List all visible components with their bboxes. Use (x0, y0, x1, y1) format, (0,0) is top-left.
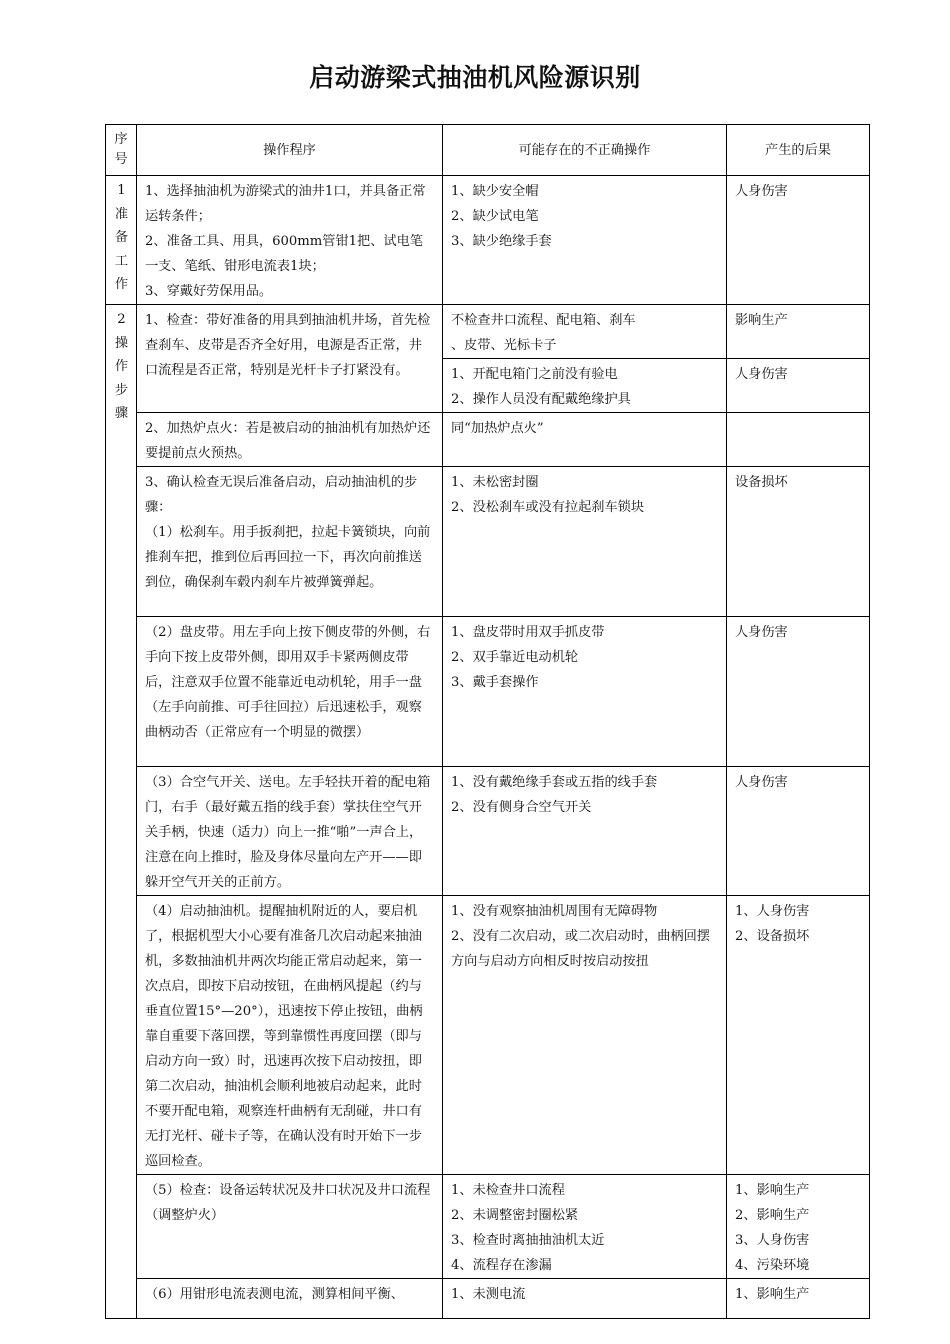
consequence-item: 1、影响生产 (735, 1287, 810, 1302)
seq-char: 步 (114, 382, 129, 398)
wrong-op-item: 1、缺少安全帽 (451, 184, 539, 199)
wrong-op-item: 1、未测电流 (451, 1287, 526, 1302)
wrong-ops-cell (443, 305, 727, 359)
wrong-op-item: 不检查井口流程、配电箱、刹车 (451, 313, 636, 328)
table-row (106, 617, 870, 767)
procedure-cell (137, 1279, 443, 1319)
consequence-cell (727, 359, 870, 413)
risk-table (105, 124, 870, 1319)
wrong-ops-cell (443, 467, 727, 617)
wrong-op-item: 、皮带、光标卡子 (451, 338, 557, 353)
consequence-cell (727, 896, 870, 1175)
wrong-op-item: 2、缺少试电笔 (451, 209, 539, 224)
procedure-cell (137, 413, 443, 467)
wrong-op-item: 3、检查时离抽抽油机太近 (451, 1233, 605, 1248)
seq-char: 备 (114, 230, 129, 245)
header-seq-char: 号 (114, 152, 128, 167)
wrong-op-item: 2、没松刹车或没有拉起刹车锁块 (451, 500, 645, 515)
wrong-op-item: 1、未检查井口流程 (451, 1183, 565, 1198)
wrong-op-item: 4、流程存在渗漏 (451, 1258, 552, 1273)
table-row (106, 767, 870, 896)
seq-char: 骤 (114, 406, 129, 421)
wrong-op-item: 2、没有侧身合空气开关 (451, 800, 592, 815)
wrong-ops-cell (443, 359, 727, 413)
table-row (106, 1279, 870, 1319)
consequence-item: 3、人身伤害 (735, 1233, 810, 1248)
seq-char: 工 (114, 253, 129, 269)
wrong-ops-cell (443, 176, 727, 305)
procedure-text: （5）检查：设备运转状况及井口状况及井口流程（调整炉火） (145, 1183, 431, 1223)
consequence-item: 人身伤害 (735, 625, 788, 640)
header-consequence: 产生的后果 (727, 125, 870, 176)
procedure-text: （3）合空气开关、送电。左手轻扶开着的配电箱门，右手（最好戴五指的线手套）掌扶住空气开关手柄，快速（适力）向上一推“啪”一声合上，注意在向上推时，脸及身体尽量向左产开——即躲开空气开关的正前方。 (145, 775, 431, 890)
table-row (106, 896, 870, 1175)
consequence-cell (727, 413, 870, 467)
procedure-text: 3、确认检查无误后准备启动，启动抽油机的步骤： （1）松刹车。用手扳刹把，拉起卡簧锁块，向前推刹车把，推到位后再回拉一下，再次向前推送到位，确保刹车毂内刹车片被弹簧弹起。 (145, 475, 431, 590)
procedure-cell (137, 176, 443, 305)
wrong-op-item: 3、缺少绝缘手套 (451, 234, 552, 249)
consequence-item: 人身伤害 (735, 184, 788, 199)
consequence-item: 影响生产 (735, 313, 788, 328)
procedure-cell (137, 767, 443, 896)
header-row (106, 125, 870, 176)
consequence-item: 设备损坏 (735, 475, 788, 490)
consequence-cell (727, 1279, 870, 1319)
seq-char: 作 (114, 277, 129, 292)
wrong-op-item: 1、未松密封圈 (451, 475, 539, 490)
wrong-op-item: 3、戴手套操作 (451, 675, 539, 690)
procedure-text: 1、选择抽油机为游梁式的油井1口，并具备正常运转条件； 2、准备工具、用具，600mm管钳1把、试电笔一支、笔纸、钳形电流表1块； 3、穿戴好劳保用品。 (145, 184, 426, 299)
procedure-text: 1、检查：带好准备的用具到抽油机井场，首先检查刹车、皮带是否齐全好用，电源是否正常，井口流程是否正常，特别是光杆卡子打紧没有。 (145, 313, 431, 378)
wrong-op-item: 2、操作人员没有配戴绝缘护具 (451, 392, 631, 407)
wrong-op-item: 1、开配电箱门之前没有验电 (451, 367, 618, 382)
consequence-cell (727, 767, 870, 896)
page-title: 启动游梁式抽油机风险源识别 (309, 63, 641, 92)
procedure-text: （6）用钳形电流表测电流，测算相间平衡、 (145, 1287, 404, 1302)
seq-char: 操 (114, 335, 129, 351)
wrong-op-item: 2、未调整密封圈松紧 (451, 1208, 579, 1223)
table-row (106, 467, 870, 617)
header-seq (106, 125, 137, 176)
consequence-item: 2、设备损坏 (735, 929, 810, 944)
header-seq-char: 序 (114, 132, 128, 147)
consequence-item: 人身伤害 (735, 775, 788, 790)
wrong-ops-cell (443, 1279, 727, 1319)
consequence-cell (727, 305, 870, 359)
consequence-item: 4、污染环境 (735, 1258, 810, 1273)
consequence-item: 人身伤害 (735, 367, 788, 382)
wrong-op-item: 2、双手靠近电动机轮 (451, 650, 579, 665)
table-row (106, 305, 870, 359)
table-row (106, 413, 870, 467)
wrong-op-item: 同“加热炉点火” (451, 421, 544, 436)
wrong-op-item: 1、没有戴绝缘手套或五指的线手套 (451, 775, 658, 790)
seq-cell (106, 176, 137, 305)
consequence-item: 1、人身伤害 (735, 904, 810, 919)
table-row (106, 176, 870, 305)
procedure-cell (137, 467, 443, 617)
consequence-item: 1、影响生产 (735, 1183, 810, 1198)
consequence-cell (727, 617, 870, 767)
seq-char: 1 (117, 183, 126, 198)
procedure-text: 2、加热炉点火：若是被启动的抽油机有加热炉还要提前点火预热。 (145, 421, 431, 461)
seq-char: 作 (114, 359, 129, 374)
procedure-cell (137, 896, 443, 1175)
wrong-ops-cell (443, 896, 727, 1175)
header-procedure: 操作程序 (137, 125, 443, 176)
wrong-ops-cell (443, 617, 727, 767)
procedure-text: （4）启动抽油机。提醒抽机附近的人，要启机了，根据机型大小心要有准备几次启动起来抽油机，多数抽油机井两次均能正常启动起来，第一次点启，即按下启动按钮，在曲柄风提起（约与垂直位置15°—20°），迅速按下停止按钮，曲柄靠自重要下落回摆，等到靠惯性再度回摆（即与启动方向一致）时，迅速再次按下启动按扭，即第二次启动，抽油机会顺利地被启动起来，此时不要开配电箱，观察连杆曲柄有无刮碰，井口有无打光杆、碰卡子等，在确认没有时开始下一步巡回检查。 (145, 904, 423, 1169)
wrong-ops-cell (443, 767, 727, 896)
seq-char: 2 (117, 312, 126, 327)
consequence-cell (727, 1175, 870, 1279)
wrong-ops-cell (443, 1175, 727, 1279)
consequence-item: 2、影响生产 (735, 1208, 810, 1223)
wrong-op-item: 1、盘皮带时用双手抓皮带 (451, 625, 605, 640)
seq-cell (106, 305, 137, 1319)
consequence-cell (727, 467, 870, 617)
wrong-op-item: 2、没有二次启动，或二次启动时，曲柄回摆方向与启动方向相反时按启动按扭 (451, 929, 710, 969)
wrong-ops-cell (443, 413, 727, 467)
header-wrong-ops: 可能存在的不正确操作 (443, 125, 727, 176)
consequence-cell (727, 176, 870, 305)
procedure-cell (137, 617, 443, 767)
procedure-cell (137, 305, 443, 413)
table-row (106, 1175, 870, 1279)
procedure-cell (137, 1175, 443, 1279)
procedure-text: （2）盘皮带。用左手向上按下侧皮带的外侧，右手向下按上皮带外侧，即用双手卡紧两侧皮带后，注意双手位置不能靠近电动机轮，用手一盘（左手向前推、可手往回拉）后迅速松手，观察曲柄动否（正常应有一个明显的微摆） (145, 625, 431, 740)
seq-char: 准 (114, 206, 129, 222)
wrong-op-item: 1、没有观察抽油机周围有无障碍物 (451, 904, 658, 919)
